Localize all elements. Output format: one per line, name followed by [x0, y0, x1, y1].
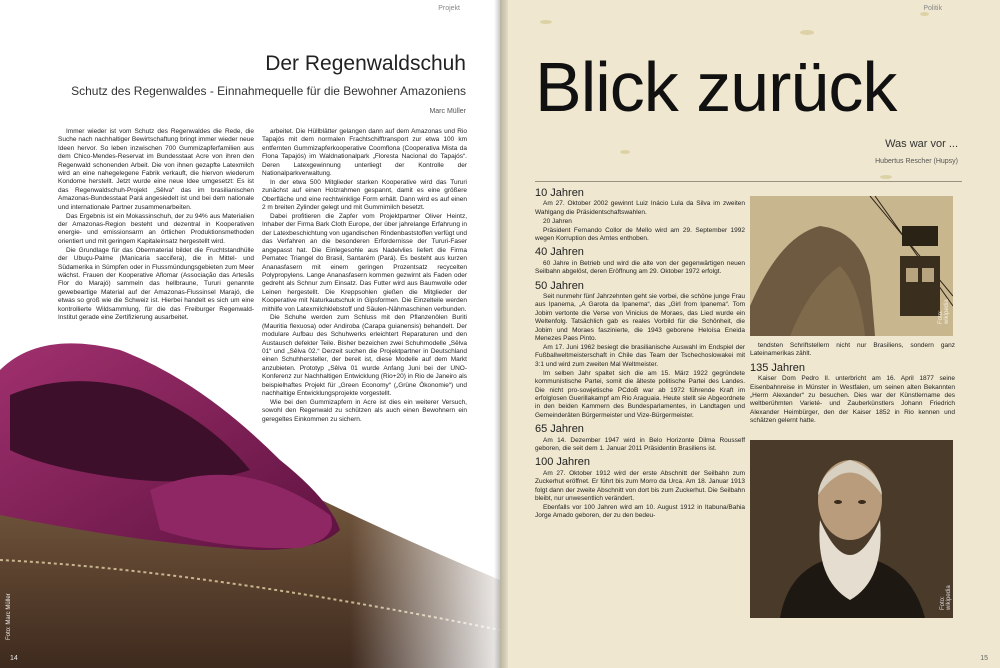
paragraph: Am 27. Oktober 1912 wird der erste Abschnitt der Seilbahn zum Zuckerhut eröffnet. Er führt bis zum Morro da Urca. Am 18. Januar 1913 folgt dann der zweite Abschnitt von dort bis zum Zuckerhut. Die Seilbahn bleibt, nur unwesentlich verändert.	[535, 469, 745, 502]
paragraph: 60 Jahre in Betrieb und wird die alte von der gegenwärtigen neuen Seilbahn abgelöst, deren Eröffnung am 29. Oktober 1972 erfolgt.	[535, 259, 745, 276]
paragraph: arbeitet. Die Hüllblätter gelangen dann auf dem Amazonas und Rio Tapajós mit dem normalen Frachtschifftransport zur etwa 100 km entfernten Gummizapferkooperative Coomflona (Cooperativa Mista da Flona Tapajós) im Waldnationalpark „Floresta Nacional do Tapajós“. Deren Latexgewinnung unterliegt der Kontrolle der Nationalparkverwaltung.	[262, 128, 467, 178]
paragraph: Die Grundlage für das Obermaterial bildet die Fruchtstandhülle der Ubuçu-Palme (Manicaria saccifera), die in Mittel- und Südamerika in Sümpfen oder in Flussmündungsgebieten zum Meer wächst. Frauen der Kooperative Aflomar (Associação das Artesãs Flor do Marajó) sammeln das hellbraune, Tururi genannte gewebeartige Material auf der Amazonas-Flussinsel Marajó, die etwas so groß wie die Schweiz ist. Hierbei handelt es sich um eine kontrollierte Wildsammlung, für die das Freiburger Regenwald-Institut gerade eine Zertifizierung ausarbeitet.	[58, 246, 254, 321]
page-number: 14	[10, 655, 18, 662]
sugarloaf-photo	[750, 196, 953, 336]
paragraph: Wie bei den Gummizapfern in Acre ist dies ein weiterer Versuch, sowohl den Regenwald zu schützen als auch einen Bewohnern ein geregeltes Einkommen zu sichern.	[262, 399, 467, 423]
article-column-2	[262, 128, 467, 425]
paragraph: Ebenfalls vor 100 Jahren wird am 10. August 1912 in Itabuna/Bahia Jorge Amado geboren, der zu den bedeu-	[535, 503, 745, 520]
paragraph: Am 27. Oktober 2002 gewinnt Luiz Inácio Lula da Silva im zweiten Wahlgang die Präsidentschaftswahlen.	[535, 200, 745, 216]
section-heading: 100 Jahren	[535, 456, 591, 469]
photo-credit: Foto: wikipedia	[938, 299, 950, 324]
paragraph: Dabei profitieren die Zapfer vom Projektpartner Oliver Heintz, Inhaber der Firma Bark Cloth Europe, der über jahrelange Erfahrung in der Latexbeschichtung von ugandischen Rindenbaststoffen verfügt und das Verfahren an die besonderen Erfordernisse der Tururi-Faser angepasst hat. Die Einlegesohle aus Nadelvlies liefert die Firma Pematec Triangel do Brasil, Santarém (Pará). Es besteht aus kurzen Ananasfasern mit einem geringen Prozentsatz recycelten Polypropylens. Lange Ananasfasern kommen gezwirnt als Faden oder gedreht als Schnur zum Einsatz. Das Futter wird aus Baumwolle oder Leinen hergestellt. Die Kreppsohlen gießen die Mitglieder der Kooperative mit Naturkautschuk in Gipsformen. Die Einzelteile werden mithilfe von Latexmilchklebstoff und Säulen-Nähmaschinen verbunden.	[262, 213, 467, 313]
article-title: Blick zurück	[535, 48, 897, 126]
section-label: Politik	[923, 5, 942, 12]
section-label: Projekt	[438, 5, 460, 12]
article-title: Der Regenwaldschuh	[265, 52, 466, 75]
timeline-column	[535, 184, 745, 521]
article-subtitle: Was war vor ...	[885, 138, 958, 150]
article-subtitle: Schutz des Regenwaldes - Einnahmequelle für die Bewohner Amazoniens	[71, 84, 466, 98]
dom-pedro-photo	[750, 440, 953, 618]
section-heading: 10 Jahren	[535, 187, 584, 199]
page-number: 15	[980, 655, 988, 662]
paragraph: Das Ergebnis ist ein Mokassinschuh, der zu 94% aus Materialien der Amazonas-Region besteht und dezentral in Kooperativen energie- und emissionsarm an örtlichen Produktionsmethoden orientiert und mit geringem Kapitaleinsatz hergestellt wird.	[58, 212, 254, 245]
paragraph: Die Schuhe werden zum Schluss mit den Pflanzenölen Buriti (Mauritia flexuosa) oder Andiroba (Carapa guianensis) behandelt. Der modulare Aufbau des Schuhwerks erleichtert Reparaturen und den Austausch defekter Teile. Bisher bezeichen zwei Schuhmodelle „Sêlva 01“ und „Sêlva 02.“ Derzeit suchen die Projektpartner in Deutschland einen Schuhhersteller, der bereit ist, diese Modelle auf dem Markt anzubieten. Prototyp „Sêlva 01 wurde Anfang Juni bei der UNO-Konferenz zur Nachhaltigen Entwicklung (Rio+20) in Rio de Janeiro als beispielhaftes Projekt für „Green Economy“ („Grüne Ökonomie“) und nachhaltige Entwicklungsprojekte vorgestellt.	[262, 314, 467, 398]
paragraph: Kaiser Dom Pedro II. unterbricht am 16. April 1877 seine Eisenbahnreise in Münster in Westfalen, um seinen alten Bekannten „Herrn Alexander“ zu besuchen. Dies war der Künstlername des weltberühmten Varieté- und Zauberkünstlers Johann Friedrich Alexander Heimbürger, den der Kaiser 1852 in Rio kennen und schätzen gelernt hatte.	[750, 375, 955, 425]
section-heading: 135 Jahren	[750, 361, 806, 374]
paragraph: Präsident Fernando Collor de Mello wird am 29. September 1992 wegen Korruption des Amtes enthoben.	[535, 226, 745, 243]
paragraph: tendsten Schriftstellern nicht nur Brasiliens, sondern ganz Lateinamerikas zählt.	[750, 342, 955, 358]
timeline-column-right	[750, 342, 955, 426]
article-author: Hubertus Rescher (Hupsy)	[875, 158, 958, 165]
paragraph: 20 Jahren	[543, 217, 572, 225]
article-author: Marc Müller	[429, 108, 466, 115]
page-spine	[494, 0, 508, 668]
paragraph: Am 17. Juni 1962 besiegt die brasilianische Auswahl im Endspiel der Fußballweltmeisterschaft in Chile das Team der Tschechoslowakei mit 3:1 und wird zum zweiten Mal Weltmeister.	[535, 344, 745, 368]
photo-credit: Foto: Marc Müller	[6, 593, 12, 640]
paragraph: Im selben Jahr spaltet sich die am 15. März 1922 gegründete kommunistische Partei, somit die älteste politische Partei des Landes. Die nicht pro-sowjetische PCdoB war ab 1972 führende Kraft im erfolglosen Guerillakampf am Rio Araguaia. Heute stellt sie Abgeordnete in den beiden Kammern des Bundesparlamentes, in Landtagen und Gemeinderäten Bürgermeister und Vize-Bürgermeister.	[535, 369, 745, 419]
paragraph: Immer wieder ist vom Schutz des Regenwaldes die Rede, die Suche nach nachhaltiger Bewirtschaftung bringt immer wieder neue Ideen hervor. So leben inzwischen 700 Gummizapferfamilien aus dem Chico-Mendes-Reservat im Bundesstaat Acre von ihren den Regenwald schonenden Arbeit. Die von ihnen gezapfte Latexmilch wird an eine nahegelegene Fabrik verkauft, die hiervon wiederum Kondome herstellt. Jetzt wurde eine neue Idee umgesetzt: Es ist das Regenwaldschuh-Projekt „Sêlva“ das im brasilianischen Amazonas-Bundesstaat Pará angesiedelt ist und bei dem nationale und internationale Partner zusammenarbeiten.	[58, 128, 254, 211]
right-page	[500, 0, 1000, 668]
section-heading: 65 Jahren	[535, 423, 584, 436]
section-heading: 50 Jahren	[535, 279, 584, 292]
divider	[535, 181, 962, 182]
paragraph: In der etwa 500 Mitglieder starken Kooperative wird das Tururi zunächst auf einen Holzrahmen gespannt, damit es eine größere Oberfläche und eine rechtwinklige Form erhält. Dann wird es auf einen 2 m breiten Zylinder gelegt und mit Gummimilch besetzt.	[262, 178, 467, 212]
article-column-1	[58, 128, 254, 323]
photo-credit: Foto: wikipedia	[940, 585, 952, 610]
section-heading: 40 Jahren	[535, 246, 584, 259]
paragraph: Am 14. Dezember 1947 wird in Belo Horizonte Dilma Rousseff geboren, die seit dem 1. Januar 2011 Präsidentin Brasiliens ist.	[535, 436, 745, 452]
paragraph: Seit nunmehr fünf Jahrzehnten geht sie vorbei, die schöne junge Frau aus Ipanema, „A Garota da Ipanema“, das „Girl from Ipanema“. Tom Jobim vertonte die Verse von Vinicius de Moraes, das Lied wurde ein Weltenfolg. Tatsächlich gab es reales Vorbild für die Schönheit, die Jobim und Moraes faszinierte, die 1943 geborene Heloísa Eneida Menezes Paes Pinto.	[535, 293, 745, 343]
